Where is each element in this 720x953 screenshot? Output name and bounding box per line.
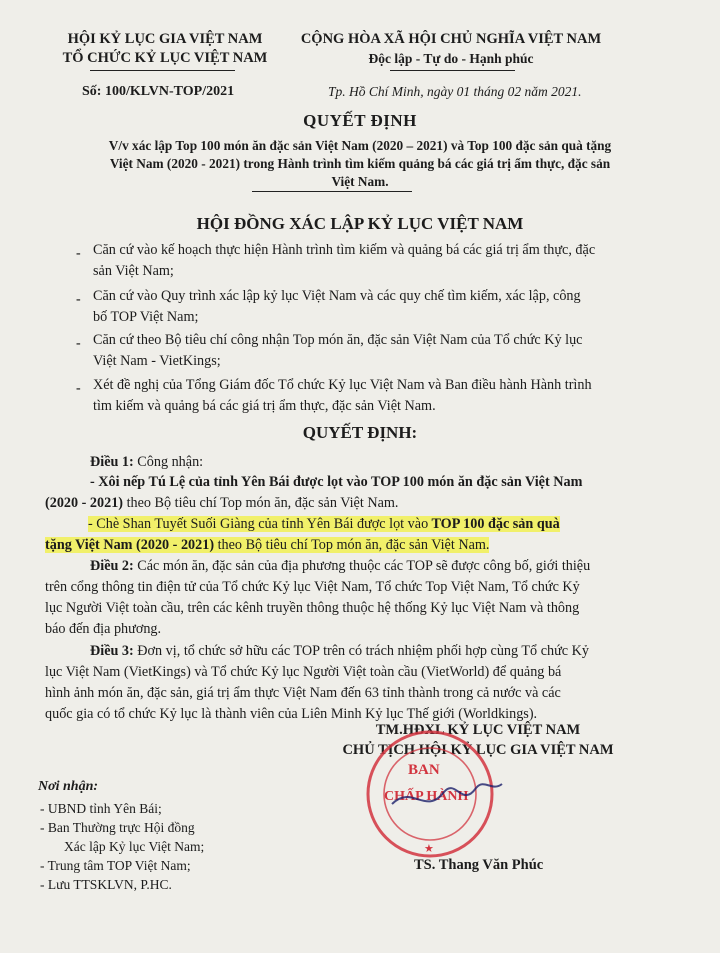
recipient-3: - Trung tâm TOP Việt Nam; [40,858,191,873]
bullet: - [76,292,81,307]
signature-line-1: TM.HĐXL KỶ LỤC VIỆT NAM [375,722,581,738]
item-1-top: TOP 100 món ăn đặc sản Việt Nam [367,474,583,490]
consideration-3-line-1: Căn cứ theo Bộ tiêu chí công nhận Top món ăn, đặc sản Việt Nam của Tổ chức Kỷ lục [93,332,583,348]
article-3-line-2: lục Việt Nam (VietKings) và Tổ chức Kỷ lục Người Việt toàn cầu (VietWorld) để quảng bá [45,664,562,680]
nation-header [296,30,606,68]
recipients-title: Nơi nhận: [38,779,99,794]
subject-line-3: Việt Nam. [331,174,389,189]
item-2-top: TOP 100 đặc sản quà [428,516,560,532]
article-2 [45,556,685,640]
council-heading: HỘI ĐỒNG XÁC LẬP KỶ LỤC VIỆT NAM [196,214,524,233]
consideration-4-line-1: Xét đề nghị của Tổng Giám đốc Tổ chức Kỷ lục Việt Nam và Ban điều hành Hành trình [93,377,592,393]
nation-name: CỘNG HÒA XÃ HỘI CHỦ NGHĨA VIỆT NAM [300,31,602,47]
consideration-1-line-1: Căn cứ vào kế hoạch thực hiện Hành trình tìm kiếm và quảng bá các giá trị ẩm thực, đặc [93,242,596,258]
recipient-2-cont-text: Xác lập Kỷ lục Việt Nam; [64,839,205,854]
recipient-2-cont [40,837,204,856]
recipient-3-text: Trung tâm TOP Việt Nam; [47,858,191,873]
consideration-1 [93,240,683,282]
article-1-label-rest: Công nhận: [133,454,204,470]
item-2-years: tặng Việt Nam (2020 - 2021) [45,537,215,553]
subject [40,137,680,191]
article-1-heading [90,452,203,473]
org-name-1: HỘI KỶ LỤC GIA VIỆT NAM [67,31,263,47]
decision-heading: QUYẾT ĐỊNH: [302,423,418,442]
item-2-text: - Chè Shan Tuyết Suối Giàng của tỉnh Yên Bái được lọt vào [88,516,429,532]
article-2-line-1: Các món ăn, đặc sản của địa phương thuộc các TOP sẽ được công bố, giới thiệu [133,558,591,574]
org-name-2: TỔ CHỨC KỶ LỤC VIỆT NAM [62,50,268,66]
nation-motto: Độc lập - Tự do - Hạnh phúc [368,51,534,66]
recipient-2: - Ban Thường trực Hội đồng [40,820,195,835]
item-1-text: Xôi nếp Tú Lệ của tỉnh Yên Bái được lọt vào [98,474,368,490]
article-3-line-1: Đơn vị, tổ chức sở hữu các TOP trên có trách nhiệm phối hợp cùng Tổ chức Kỷ [133,643,589,659]
subject-underline [252,191,412,192]
recipient-2-text: Ban Thường trực Hội đồng [47,820,195,835]
recipient-1-text: UBND tỉnh Yên Bái; [47,801,162,816]
subject-line-1: V/v xác lập Top 100 món ăn đặc sản Việt Nam (2020 – 2021) và Top 100 đặc sản quà tặng [108,138,612,153]
article-3-line-4: quốc gia có tổ chức Kỷ lục là thành viên của Liên Minh Kỷ lục Thế giới (Worldkings). [45,706,538,722]
org-underline [90,70,235,71]
org-header [40,30,290,68]
seal-star: ★ [424,842,434,855]
subject-line-2: Việt Nam (2020 - 2021) trong Hành trình tìm kiếm quảng bá các giá trị ẩm thực, đặc sản [109,156,611,171]
consideration-4-line-2: tìm kiếm và quảng bá các giá trị ẩm thực, đặc sản Việt Nam. [93,398,436,414]
signer-name: TS. Thang Văn Phúc [414,857,544,873]
seal-text-1: BAN [408,762,440,778]
article-3-label: Điều 3: [90,643,134,659]
article-3 [45,641,685,725]
nation-underline [390,70,515,71]
recipient-1: - UBND tỉnh Yên Bái; [40,801,162,816]
consideration-3 [93,330,683,372]
article-1-label: Điều 1: [90,454,134,470]
bullet: - [76,381,81,396]
item-1-dash: - [90,474,99,490]
signature-line-2: CHỦ TỊCH HỘI KỶ LỤC GIA VIỆT NAM [342,742,614,758]
article-2-label: Điều 2: [90,558,134,574]
decision-title: QUYẾT ĐỊNH [303,111,417,130]
recipient-4-text: Lưu TTSKLVN, P.HC. [47,877,172,892]
consideration-2-line-2: bố TOP Việt Nam; [93,309,199,325]
consideration-2-line-1: Căn cứ vào Quy trình xác lập kỷ lục Việt Nam và các quy chế tìm kiếm, xác lập, công [93,288,581,304]
article-2-line-3: lục Người Việt toàn cầu, trên các kênh truyền thông thuộc hệ thống Kỷ lục Việt Nam và thông [45,600,580,616]
bullet: - [76,246,81,261]
article-1-item-1 [45,472,685,514]
consideration-4 [93,375,683,417]
seal-text-2: CHẤP HÀNH [384,789,469,804]
article-2-line-2: trên cổng thông tin điện tử của Tổ chức Kỷ lục Việt Nam, Tổ chức Top Việt Nam, Tổ chức Kỷ [45,579,580,595]
item-1-years: (2020 - 2021) [45,495,124,511]
bullet: - [76,336,81,351]
consideration-1-line-2: sản Việt Nam; [93,263,174,279]
document-date: Tp. Hồ Chí Minh, ngày 01 tháng 02 năm 2021. [328,84,582,99]
item-2-criteria: theo Bộ tiêu chí Top món ăn, đặc sản Việt Nam. [214,537,490,553]
red-seal-stamp [352,722,512,862]
article-3-line-3: hình ảnh món ăn, đặc sản, giá trị ẩm thực Việt Nam đến 63 tỉnh thành trong cả nước và các [45,685,561,701]
document-number: Số: 100/KLVN-TOP/2021 [82,84,235,99]
recipients-list [40,799,204,894]
consideration-2 [93,286,683,328]
article-1-item-2 [45,514,685,556]
recipient-4: - Lưu TTSKLVN, P.HC. [40,877,172,892]
consideration-3-line-2: Việt Nam - VietKings; [93,353,221,369]
item-1-criteria: theo Bộ tiêu chí Top món ăn, đặc sản Việt Nam. [123,495,399,511]
article-2-line-4: báo đến địa phương. [45,621,162,637]
